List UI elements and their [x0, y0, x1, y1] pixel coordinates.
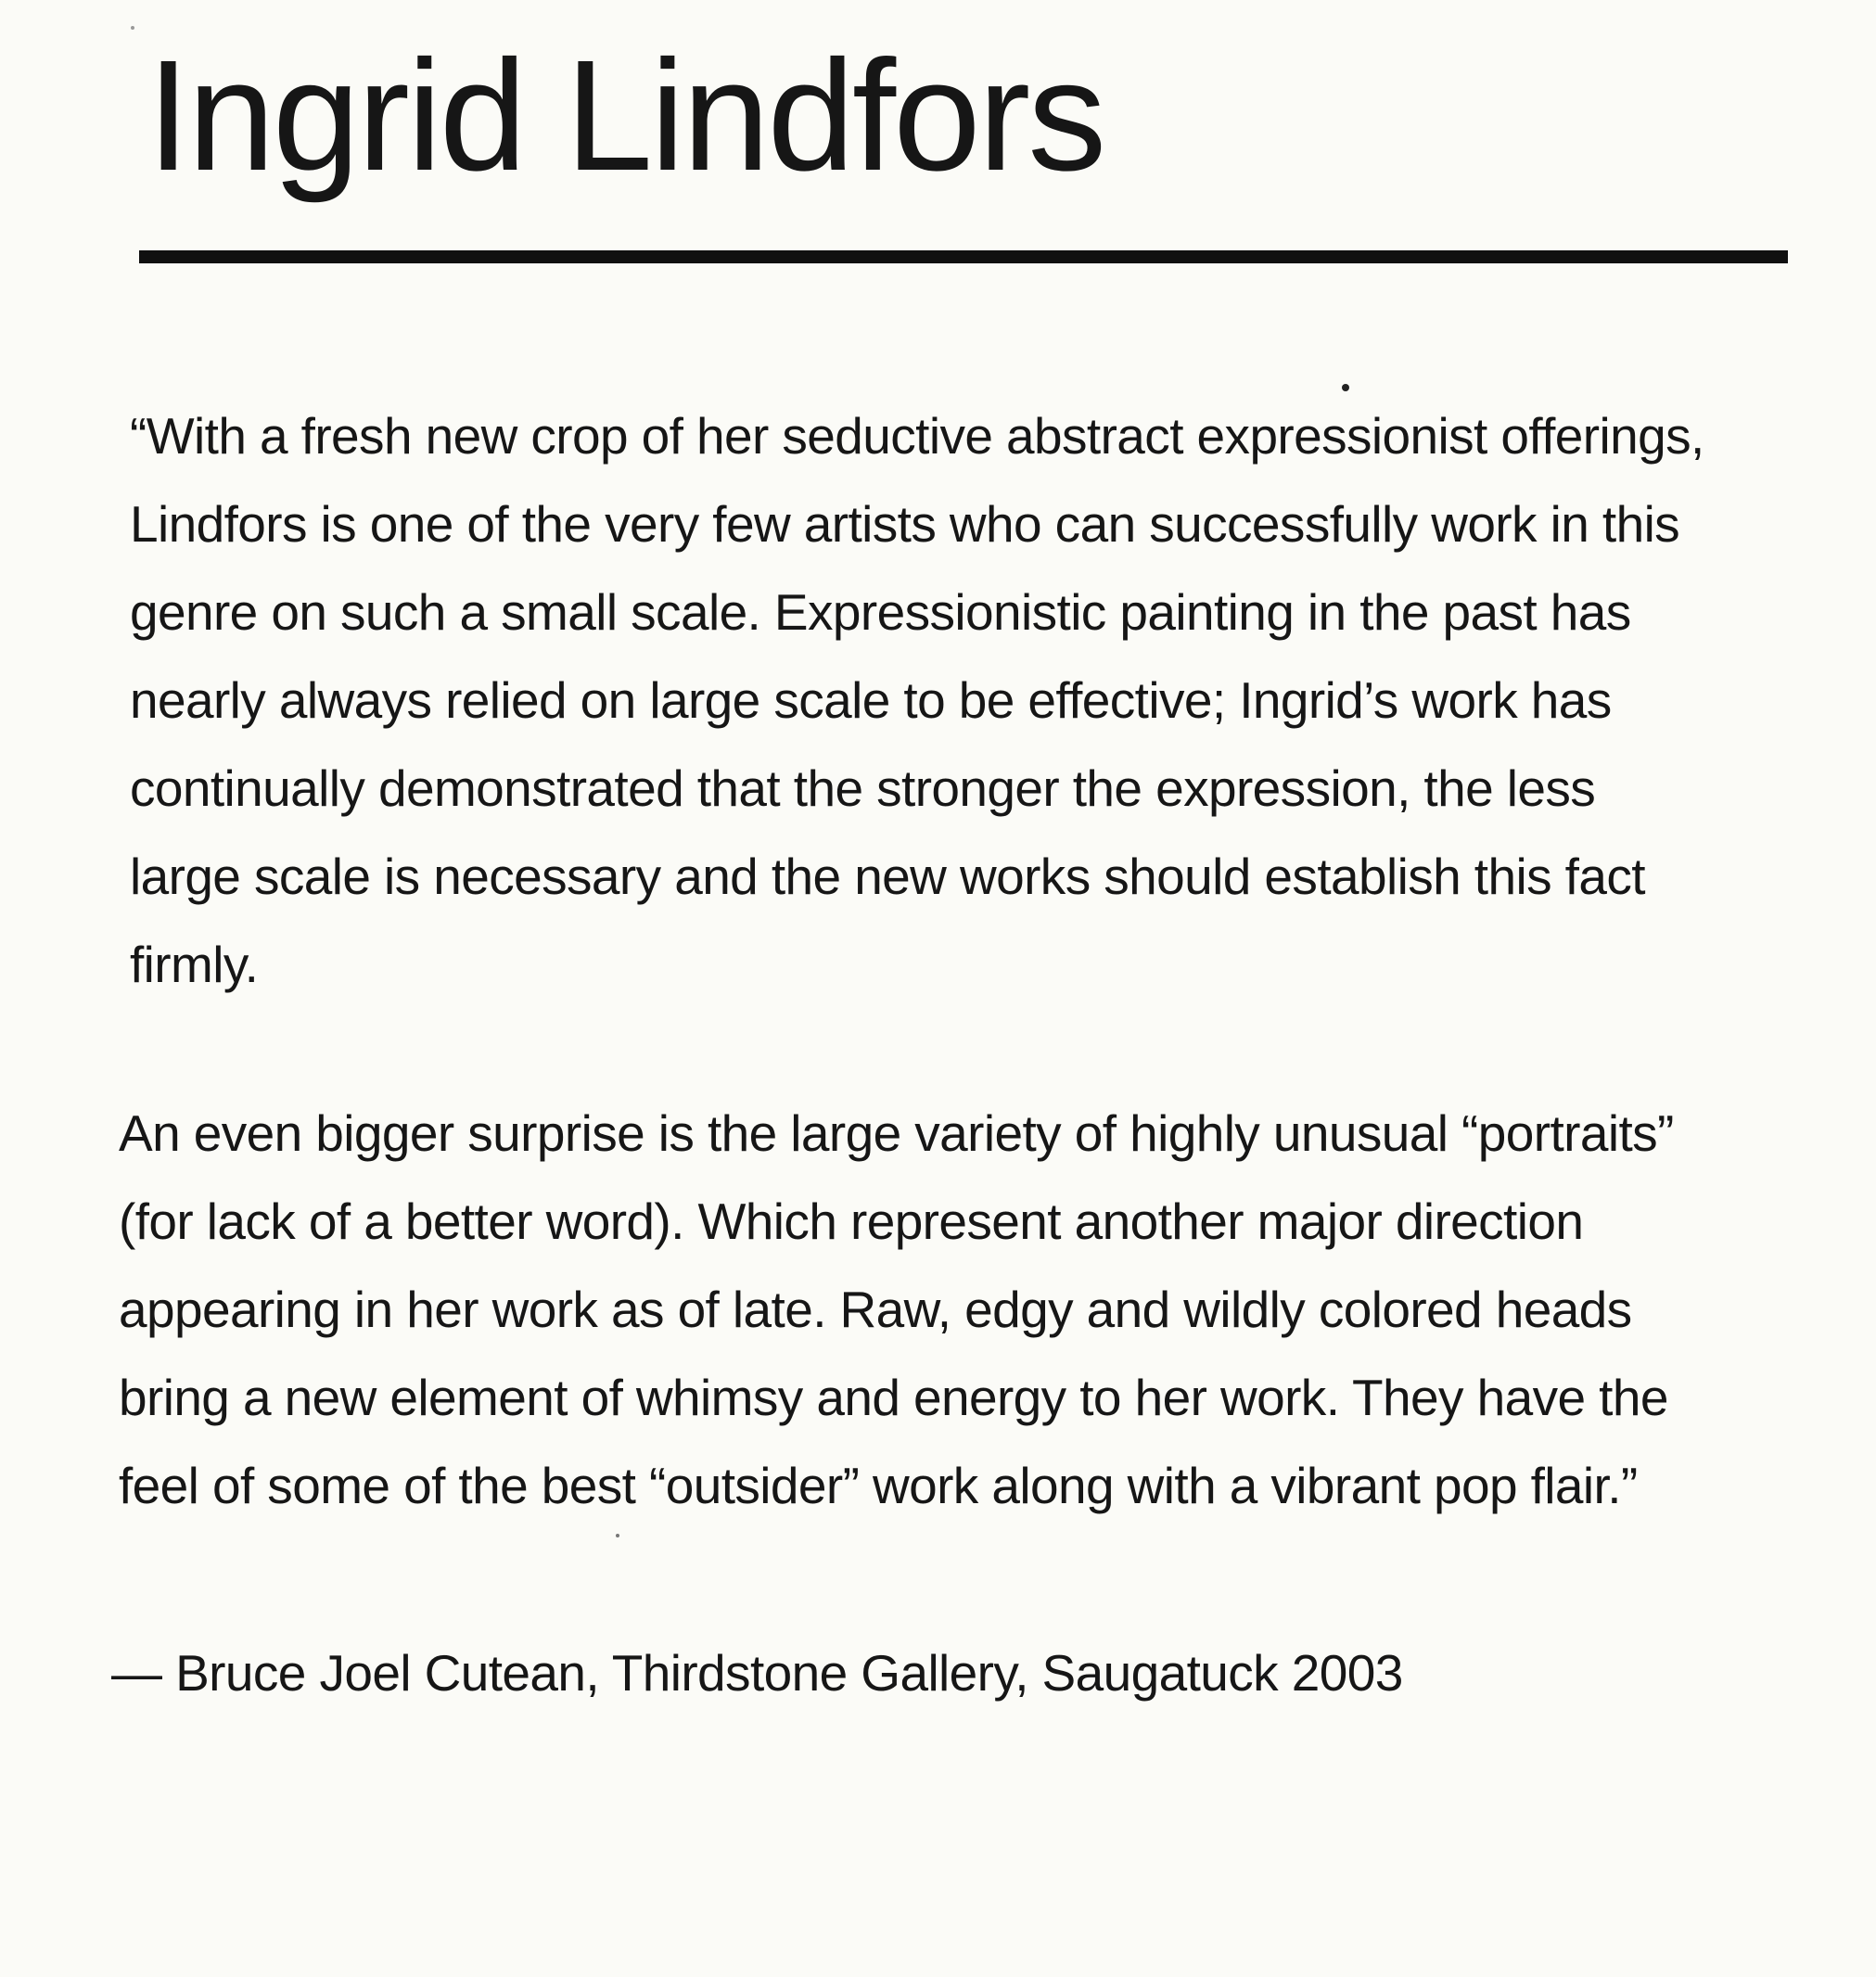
page-title: Ingrid Lindfors	[147, 28, 1104, 204]
text-line: (for lack of a better word). Which represent another major direction	[119, 1193, 1584, 1250]
quote-paragraph-1	[130, 392, 1704, 1009]
text-line: firmly.	[130, 936, 259, 993]
text-line: appearing in her work as of late. Raw, edgy and wildly colored heads	[119, 1281, 1632, 1338]
text-line: nearly always relied on large scale to be effective; Ingrid’s work has	[130, 671, 1612, 729]
print-speck	[1342, 384, 1349, 391]
text-line: “With a fresh new crop of her seductive abstract expressionist offerings,	[130, 407, 1704, 465]
quote-paragraph-2	[119, 1090, 1674, 1530]
text-line: Lindfors is one of the very few artists who can successfully work in this	[130, 495, 1680, 553]
print-speck	[616, 1534, 619, 1537]
title-underline	[139, 250, 1788, 263]
text-line: An even bigger surprise is the large variety of highly unusual “portraits”	[119, 1104, 1674, 1162]
text-line: bring a new element of whimsy and energy to her work. They have the	[119, 1369, 1668, 1426]
text-line: genre on such a small scale. Expressionistic painting in the past has	[130, 583, 1631, 641]
text-line: large scale is necessary and the new works should establish this fact	[130, 848, 1645, 905]
print-speck	[131, 26, 134, 30]
text-line: feel of some of the best “outsider” work along with a vibrant pop flair.”	[119, 1457, 1638, 1514]
text-line: continually demonstrated that the stronger the expression, the less	[130, 759, 1596, 817]
quote-attribution: — Bruce Joel Cutean, Thirdstone Gallery, Saugatuck 2003	[111, 1644, 1403, 1702]
